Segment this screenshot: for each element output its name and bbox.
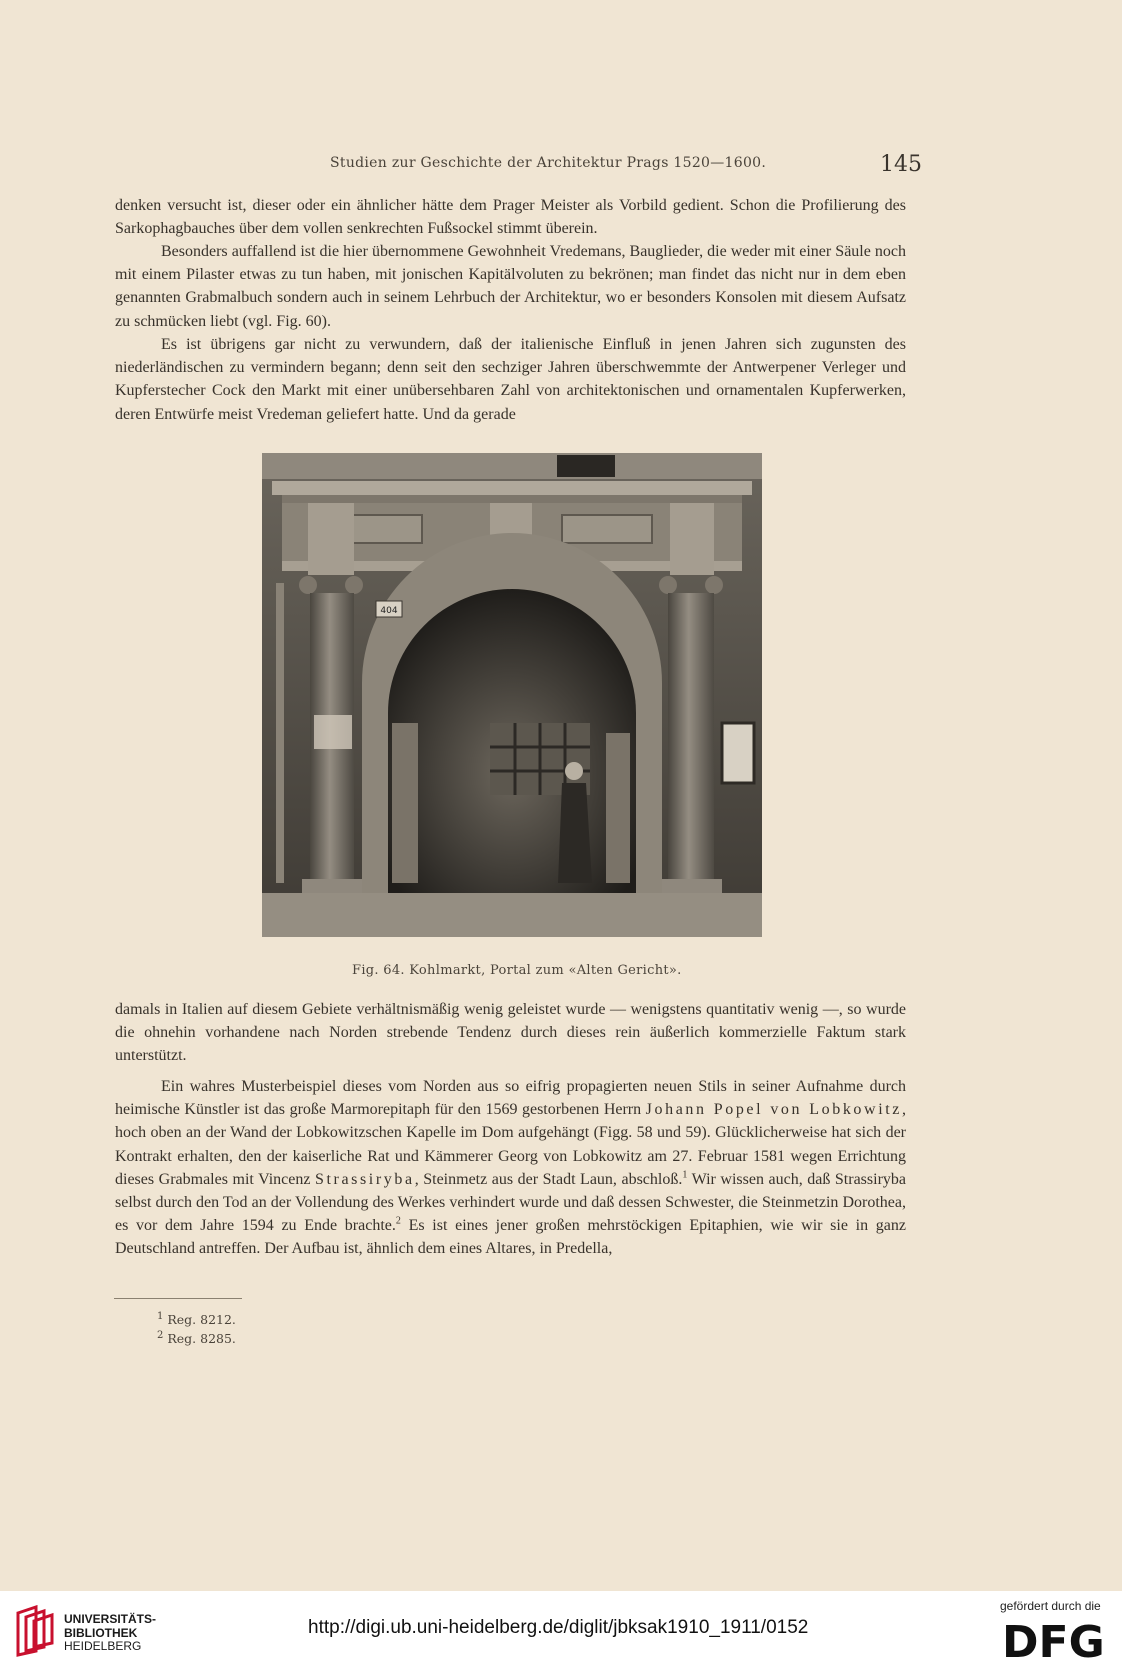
university-library-logo: [14, 1605, 54, 1657]
paragraph-4: damals in Italien auf diesem Gebiete verhältnismäßig wenig geleistet wurde — wenigstens quantitativ wenig —, so wurde die ohnehin vorhandene nach Norden strebende Tendenz durch dieses rein äußerlich kommerzielle Faktum stark unterstützt.: [115, 1001, 906, 1065]
paragraph-2: Besonders auffallend ist die hier übernommene Gewohnheit Vredemans, Bauglieder, die weder mit einer Säule noch mit einem Pilaster etwas zu tun haben, mit jonischen Kapitälvoluten zu bekrönen; man findet das nicht nur in dem eben genannten Grabmalbuch sondern auch in seinem Lehrbuch der Architektur, wo er besonders Konsolen mit diesem Aufsatz zu schmücken liebt (vgl. Fig. 60).: [115, 243, 906, 330]
dfg-logo: [1000, 1617, 1106, 1661]
house-number: 404: [380, 606, 398, 616]
svg-text:DFG: DFG: [1002, 1617, 1105, 1661]
funded-by-label: gefördert durch die: [1000, 1599, 1101, 1613]
person-name-lobkowitz: Johann Popel von Lobkowitz: [645, 1101, 902, 1119]
footnote-2: $^2$ Reg. 8285.: [157, 1329, 236, 1346]
figure-caption: Fig. 64. Kohlmarkt, Portal zum «Alten Gericht».: [352, 963, 682, 978]
paragraph-3: Es ist übrigens gar nicht zu verwundern, daß der italienische Einfluß in jenen Jahren sich zugunsten des niederländischen zu vermindern begann; denn seit den sechziger Jahren überschwemmte der Antwerpener Verleger und Kupferstecher Cock den Markt mit einer unübersehbaren Zahl von architektonischen und ornamentalen Kupferwerken, deren Entwürfe meist Vredeman geliefert hatte. Und da gerade: [115, 336, 906, 423]
portal-photograph: [262, 453, 762, 937]
footnote-ref-2: 2: [395, 1215, 401, 1227]
library-name: UNIVERSITÄTS- BIBLIOTHEK HEIDELBERG: [64, 1612, 157, 1653]
digitization-footer: [0, 1591, 1122, 1671]
footnote-1: $^1$ Reg. 8212.: [157, 1310, 236, 1327]
paragraph-5: Ein wahres Musterbeispiel dieses vom Norden aus so eifrig propagierten neuen Stils in seiner Aufnahme durch heimische Künstler ist das große Marmorepitaph für den 1569 gestorbenen Herrn Johann Popel von Lobkowitz, hoch oben an der Wand der Lobkowitzschen Kapelle im Dom aufgehängt (Figg. 58 und 59). Glücklicherweise hat sich der Kontrakt erhalten, den der kaiserliche Rat und Kämmerer Georg von Lobkowitz am 27. Februar 1581 wegen Errichtung dieses Grabmales mit Vincenz Strassiryba, Steinmetz aus der Stadt Laun, abschloß.$^1$ Wir wissen auch, daß Strassiryba selbst durch den Tod an der Vollendung des Werkes verhindert wurde und daß dessen Schwester, die Steinmetzin Dorothea, es vor dem Jahre 1594 zu Ende brachte.$^2$ Es ist eines jener großen mehrstöckigen Epitaphien, wie wir sie in ganz Deutschland antreffen. Der Aufbau ist, ähnlich dem eines Altares, in Predella,: [115, 1078, 906, 1258]
permalink-url[interactable]: http://digi.ub.uni-heidelberg.de/diglit/jbksak1910_1911/0152: [308, 1617, 809, 1638]
paragraph-1: denken versucht ist, dieser oder ein ähnlicher hätte dem Prager Meister als Vorbild gedient. Schon die Profilierung des Sarkophagbauches über dem vollen senkrechten Fußsockel stimmt überein.: [115, 197, 906, 238]
footnote-divider: [114, 1298, 242, 1299]
footnote-ref-1: 1: [682, 1169, 688, 1181]
running-title: Studien zur Geschichte der Architektur Prags 1520—1600.: [330, 155, 767, 171]
page-number: 145: [880, 152, 922, 177]
person-name-strassiryba: Strassiryba: [314, 1170, 415, 1188]
